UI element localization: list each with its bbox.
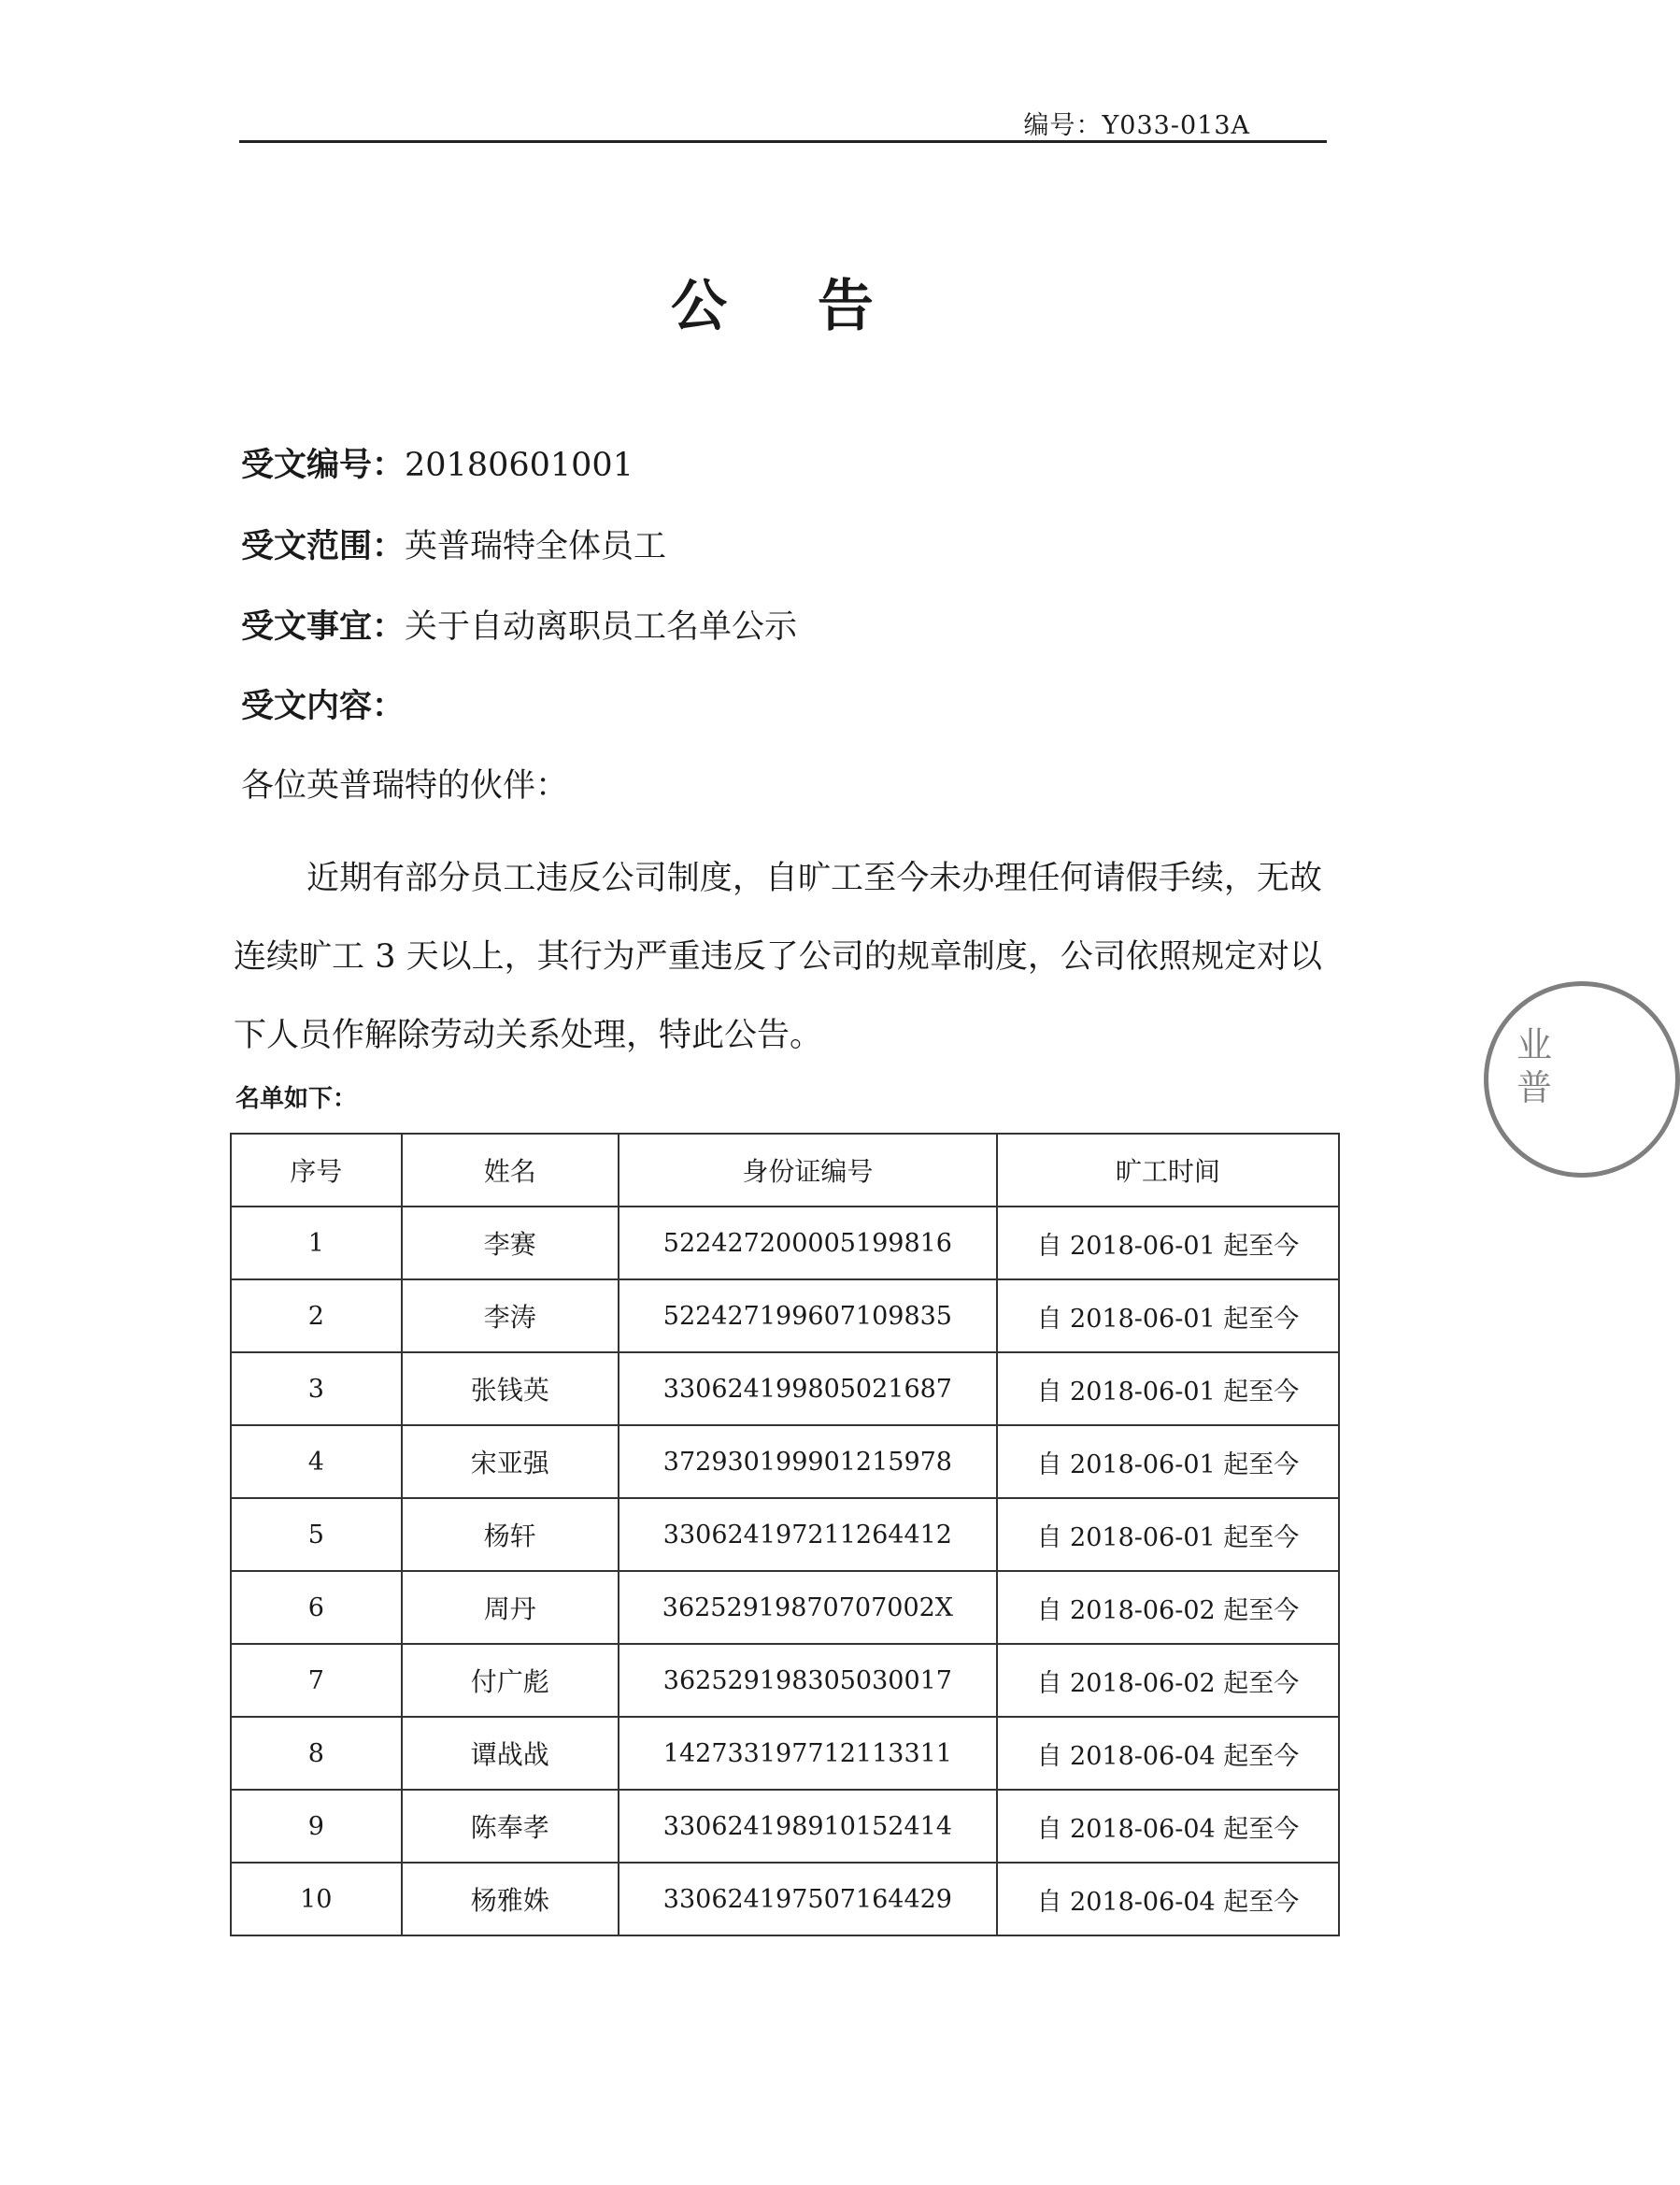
field-label: 受文编号： (241, 447, 406, 484)
cell-absence-period: 自 2018-06-01 起至今 (997, 1425, 1339, 1498)
table-row (231, 1498, 1339, 1571)
cell-id-number: 330624197507164429 (619, 1863, 997, 1935)
cell-name: 李赛 (402, 1207, 619, 1279)
cell-id-number: 142733197712113311 (619, 1717, 997, 1790)
field-content (241, 680, 405, 727)
field-value: 20180601001 (405, 447, 634, 484)
table-row (231, 1207, 1339, 1279)
cell-index: 10 (231, 1863, 402, 1935)
list-label: 名单如下： (235, 1085, 358, 1113)
field-label: 受文内容： (241, 688, 406, 725)
header-absence-period: 旷工时间 (997, 1134, 1339, 1207)
header-rule (239, 140, 1327, 143)
table-row (231, 1717, 1339, 1790)
cell-absence-period: 自 2018-06-02 起至今 (997, 1571, 1339, 1644)
cell-absence-period: 自 2018-06-04 起至今 (997, 1790, 1339, 1863)
table-row (231, 1352, 1339, 1425)
company-seal (1484, 981, 1680, 1178)
cell-name: 陈奉孝 (402, 1790, 619, 1863)
field-scope (241, 521, 666, 567)
cell-index: 1 (231, 1207, 402, 1279)
cell-id-number: 362529198305030017 (619, 1644, 997, 1717)
table-row (231, 1863, 1339, 1935)
field-receipt-number (241, 439, 634, 486)
cell-absence-period: 自 2018-06-02 起至今 (997, 1644, 1339, 1717)
field-subject (241, 601, 797, 648)
header-name: 姓名 (402, 1134, 619, 1207)
cell-absence-period: 自 2018-06-04 起至今 (997, 1863, 1339, 1935)
field-value: 英普瑞特全体员工 (405, 528, 667, 565)
cell-name: 李涛 (402, 1279, 619, 1352)
field-value: 关于自动离职员工名单公示 (405, 608, 798, 646)
seal-text: 业普 (1516, 1024, 1553, 1108)
cell-id-number: 330624197211264412 (619, 1498, 997, 1571)
field-label: 受文范围： (241, 528, 406, 565)
header-index: 序号 (231, 1134, 402, 1207)
cell-id-number: 330624199805021687 (619, 1352, 997, 1425)
cell-absence-period: 自 2018-06-01 起至今 (997, 1498, 1339, 1571)
body-paragraph: 近期有部分员工违反公司制度，自旷工至今未办理任何请假手续，无故连续旷工 3 天以上，其行为严重违反了公司的规章制度，公司依照规定对以下人员作解除劳动关系处理，特此公告。 (234, 860, 1322, 1054)
document-number: 编号：Y033-013A (1023, 111, 1250, 140)
cell-name: 周丹 (402, 1571, 619, 1644)
table-row (231, 1571, 1339, 1644)
cell-index: 9 (231, 1790, 402, 1863)
cell-index: 2 (231, 1279, 402, 1352)
cell-absence-period: 自 2018-06-01 起至今 (997, 1207, 1339, 1279)
dismissal-table (230, 1133, 1340, 1936)
table-header-row (231, 1134, 1339, 1207)
cell-absence-period: 自 2018-06-01 起至今 (997, 1279, 1339, 1352)
cell-index: 5 (231, 1498, 402, 1571)
table-row (231, 1425, 1339, 1498)
cell-id-number: 522427200005199816 (619, 1207, 997, 1279)
cell-id-number: 372930199901215978 (619, 1425, 997, 1498)
table-body (231, 1207, 1339, 1935)
cell-index: 3 (231, 1352, 402, 1425)
cell-name: 杨轩 (402, 1498, 619, 1571)
table-row (231, 1644, 1339, 1717)
cell-id-number: 330624198910152414 (619, 1790, 997, 1863)
cell-id-number: 522427199607109835 (619, 1279, 997, 1352)
table-row (231, 1790, 1339, 1863)
cell-id-number: 36252919870707002X (619, 1571, 997, 1644)
cell-index: 8 (231, 1717, 402, 1790)
cell-name: 付广彪 (402, 1644, 619, 1717)
cell-absence-period: 自 2018-06-04 起至今 (997, 1717, 1339, 1790)
greeting: 各位英普瑞特的伙伴： (241, 767, 569, 805)
cell-name: 宋亚强 (402, 1425, 619, 1498)
cell-index: 7 (231, 1644, 402, 1717)
page-title: 公 告 (671, 274, 909, 339)
field-label: 受文事宜： (241, 608, 406, 646)
table-row (231, 1279, 1339, 1352)
cell-name: 杨雅姝 (402, 1863, 619, 1935)
cell-name: 张钱英 (402, 1352, 619, 1425)
cell-absence-period: 自 2018-06-01 起至今 (997, 1352, 1339, 1425)
header-id-number: 身份证编号 (619, 1134, 997, 1207)
cell-name: 谭战战 (402, 1717, 619, 1790)
cell-index: 4 (231, 1425, 402, 1498)
cell-index: 6 (231, 1571, 402, 1644)
